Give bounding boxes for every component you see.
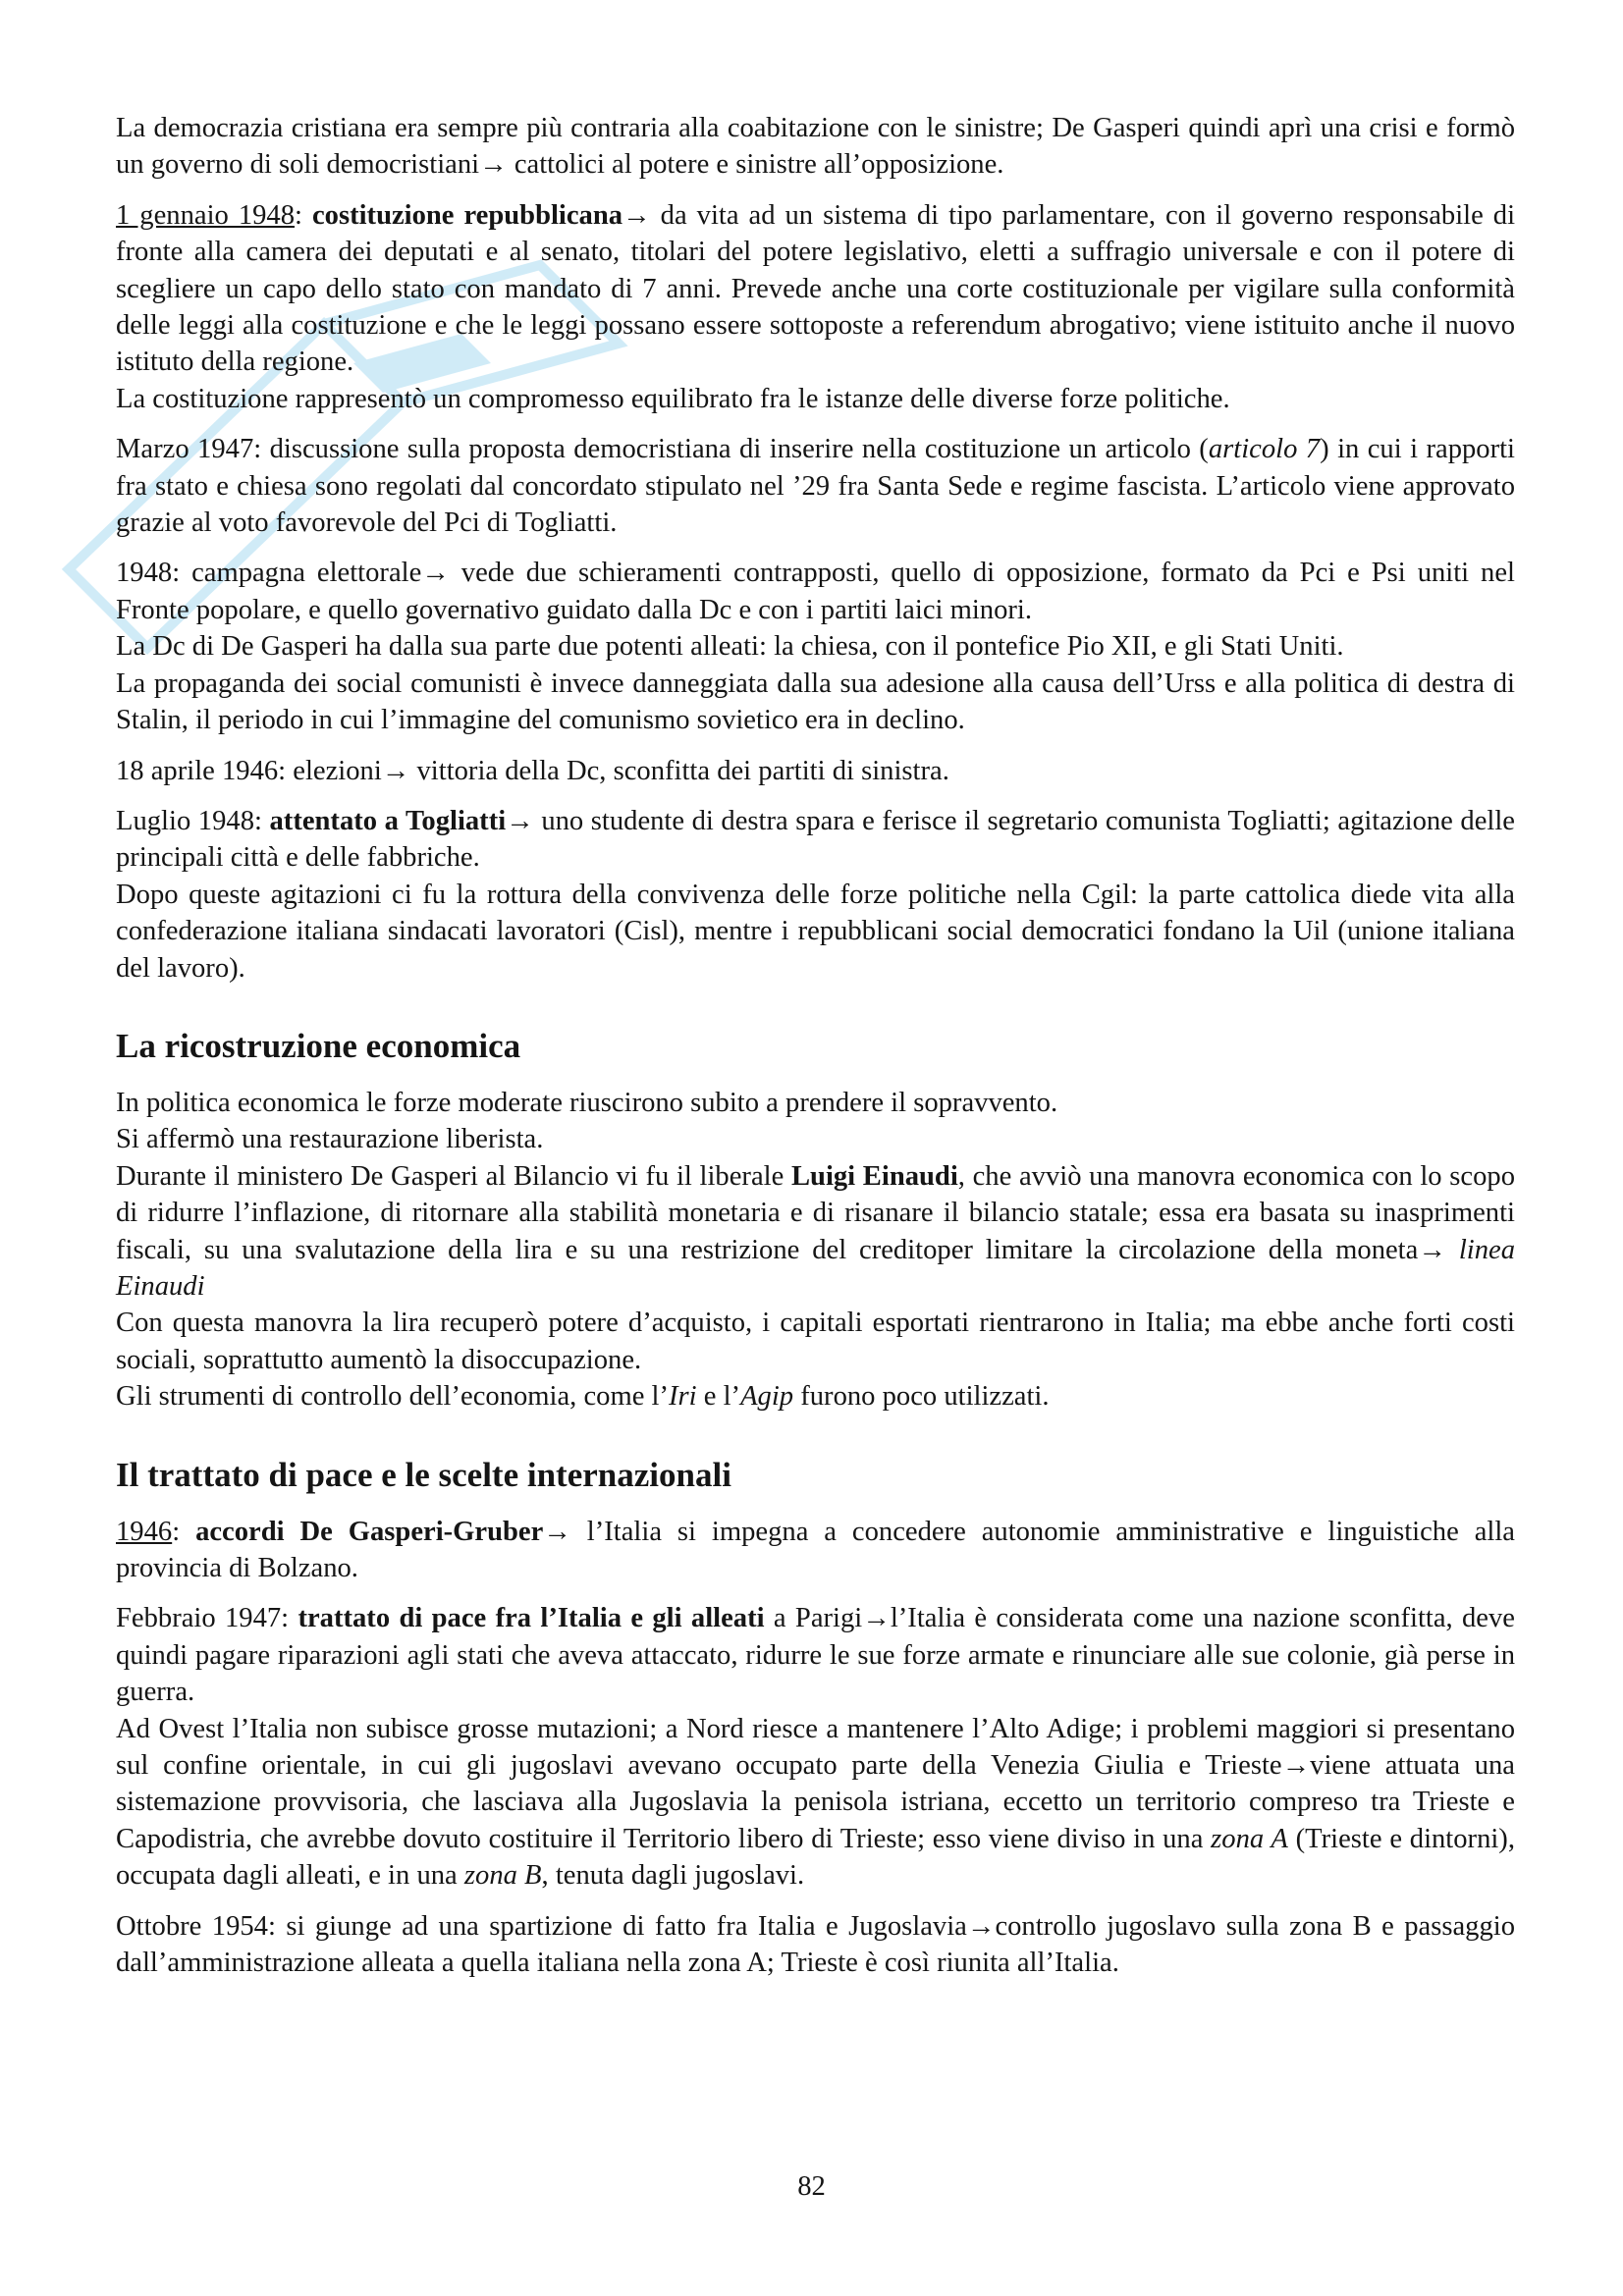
title-costituzione: costituzione repubblicana→ [311, 199, 651, 231]
document-body [116, 110, 1515, 1981]
paragraph-propaganda: La propaganda dei social comunisti è invece danneggiata dalla sua adesione alla causa dell’Urss e alla politica di destra di Stalin, il periodo in cui l’immagine del comunismo sovietico era in declino. [116, 667, 1515, 736]
paragraph-trieste: Ottobre 1954: si giunge ad una spartizione di fatto fra Italia e Jugoslavia→controllo jugoslavo sulla zona B e passaggio dall’amministrazione alleata a quella italiana nella zona A; Trieste è così riunita all’Italia. [116, 1910, 1515, 1979]
section-campagna [116, 555, 1515, 738]
paragraph-campagna: 1948: campagna elettorale→ vede due schieramenti contrapposti, quello di opposizione, formato da Pci e Psi uniti nel Fronte popolare, e quello governativo guidato dalla Dc e con i partiti laici minori. [116, 558, 1515, 625]
paragraph-compromesso: La costituzione rappresentò un compromesso equilibrato fra le istanze delle diverse forze politiche. [116, 383, 1230, 414]
paragraph-confini: Ad Ovest l’Italia non subisce grosse mutazioni; a Nord riesce a mantenere l’Alto Adige; i problemi maggiori si presentano sul confine orientale, in cui gli jugoslavi avevano occupato parte della Venezia Giulia e Trieste→viene attuata una sistemazione provvisoria, che lasciava alla Jugoslavia la penisola istriana, eccetto un territorio compreso tra Trieste e Capodistria, che avrebbe dovuto costituire il Territorio libero di Trieste; esso viene diviso in una zona A (Trieste e dintorni), occupata dagli alleati, e in una zona B, tenuta dagli jugoslavi. [116, 1713, 1515, 1892]
paragraph-gruber: 1946: accordi De Gasperi-Gruber→ l’Italia si impegna a concedere autonomie amministrative e linguistiche alla provincia di Bolzano. [116, 1516, 1515, 1583]
paragraph-attentato: Luglio 1948: attentato a Togliatti→ uno studente di destra spara e ferisce il segretario comunista Togliatti; agitazione delle principali città e delle fabbriche. [116, 805, 1515, 874]
section-trattato-pace [116, 1600, 1515, 1894]
paragraph-cgil: Dopo queste agitazioni ci fu la rottura della convivenza delle forze politiche nella Cgil: la parte cattolica diede vita alla confederazione italiana sindacati lavoratori (Cisl), mentre i repubblicani social democratici fondano la Uil (unione italiana del lavoro). [116, 879, 1515, 984]
paragraph-costituzione: 1 gennaio 1948: costituzione repubblicana→ da vita ad un sistema di tipo parlamentare, con il governo responsabile di fronte alla camera dei deputati e al senato, titolari del potere legislativo, eletti a suffragio universale e con il potere di scegliere un capo dello stato con mandato di 7 anni. Prevede anche una corte costituzionale per vigilare sulla conformità delle leggi alla costituzione e che le leggi possano essere sottoposte a referendum abrogativo; viene istituito anche il nuovo istituto della regione. [116, 199, 1516, 378]
paragraph-articolo7: Marzo 1947: discussione sulla proposta democristiana di inserire nella costituzione un articolo (articolo 7) in cui i rapporti fra stato e chiesa sono regolati dal concordato stipulato nel ’29 fra Santa Sede e regime fascista. L’articolo viene approvato grazie al voto favorevole del Pci di Togliatti. [116, 434, 1515, 539]
heading-trattato: Il trattato di pace e le scelte internazionali [116, 1455, 731, 1494]
date-costituzione: 1 gennaio 1948 [116, 199, 296, 231]
section-ricostruzione: In politica economica le forze moderate riuscirono subito a prendere il sopravvento. Si affermò una restaurazione liberista. Durante il ministero De Gasperi al Bilancio vi fu il liberale Luigi Einaudi, che avviò una manovra economica con lo scopo di ridurre l’inflazione, di ritornare alla stabilità monetaria e di risanare il bilancio statale; essa era basata su inasprimenti fiscali, su una svalutazione della lira e su una restrizione del creditoper limitare la circolazione della moneta→ linea Einaudi Con questa manovra la lira recuperò potere d’acquisto, i capitali esportati rientrarono in Italia; ma ebbe anche forti costi sociali, soprattutto aumentò la disoccupazione. Gli strumenti di controllo dell’economia, come l’Iri e l’Agip furono poco utilizzati. [116, 1085, 1515, 1415]
heading-ricostruzione: La ricostruzione economica [116, 1026, 521, 1065]
paragraph-intro: La democrazia cristiana era sempre più contraria alla coabitazione con le sinistre; De Gasperi quindi aprì una crisi e formò un governo di soli democristiani→ cattolici al potere e sinistre all’opposizione. [116, 113, 1515, 181]
paragraph-einaudi: Durante il ministero De Gasperi al Bilancio vi fu il liberale Luigi Einaudi, che avviò una manovra economica con lo scopo di ridurre l’inflazione, di ritornare alla stabilità monetaria e di risanare il bilancio statale; essa era basata su inasprimenti fiscali, su una svalutazione della lira e su una restrizione del creditoper limitare la circolazione della moneta→ linea Einaudi [116, 1160, 1515, 1302]
page-number: 82 [797, 2171, 826, 2202]
section-attentato [116, 803, 1515, 987]
paragraph-elezioni: 18 aprile 1946: elezioni→ vittoria della Dc, sconfitta dei partiti di sinistra. [116, 755, 949, 786]
section-costituzione [116, 197, 1515, 417]
paragraph-alleati-dc: La Dc di De Gasperi ha dalla sua parte due potenti alleati: la chiesa, con il pontefice Pio XII, e gli Stati Uniti. [116, 631, 1344, 663]
paragraph-iri-agip: Gli strumenti di controllo dell’economia, come l’Iri e l’Agip furono poco utilizzati. [116, 1381, 1050, 1413]
paragraph-trattato-pace: Febbraio 1947: trattato di pace fra l’Italia e gli alleati a Parigi→l’Italia è considerata come una nazione sconfitta, deve quindi pagare riparazioni agli stati che aveva attaccato, ridurre le sue forze armate e rinunciare alle sue colonie, già perse in guerra. [116, 1603, 1515, 1708]
